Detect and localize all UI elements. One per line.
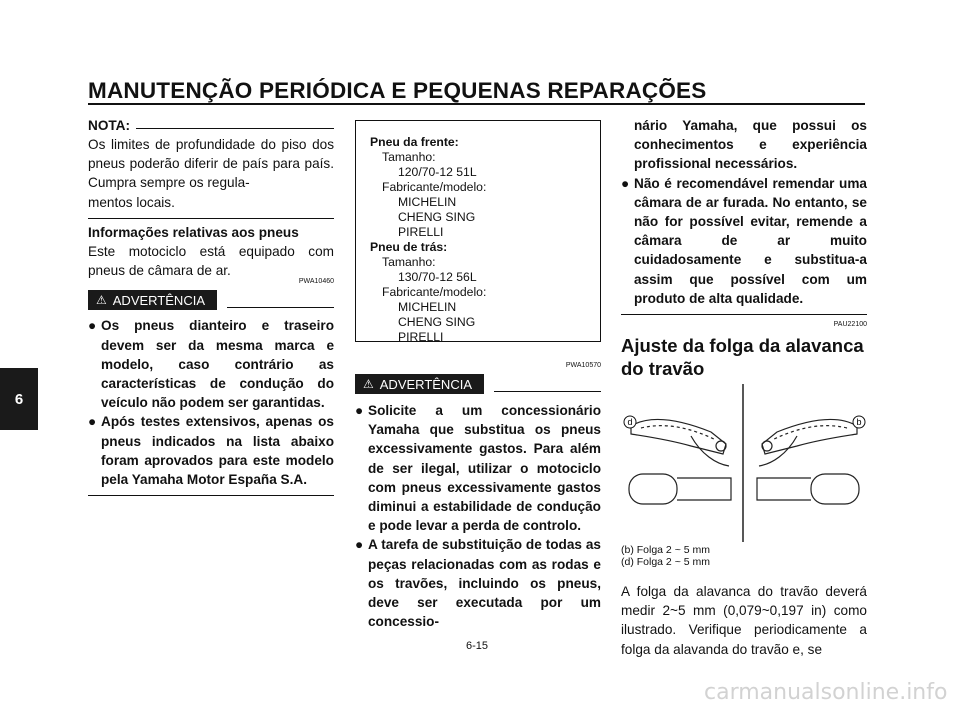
rear-maker: MICHELIN bbox=[398, 300, 457, 314]
note-text: Os limites de profundidade do piso dos pneus poderão diferir de país para país. Cumpra sempre os regula- mentos locais. bbox=[88, 137, 334, 210]
section-title: Ajuste da folga da alavanca do travão bbox=[621, 335, 864, 380]
title-rule bbox=[88, 103, 865, 105]
warning-triangle-icon: ⚠ bbox=[96, 293, 107, 308]
warning-triangle-icon: ⚠ bbox=[363, 377, 374, 391]
watermark: carmanualsonline.info bbox=[704, 680, 948, 705]
warning-label: ADVERTÊNCIA bbox=[112, 292, 205, 308]
rear-maker: CHENG SING bbox=[398, 315, 476, 329]
warning-bullet: ● Não é recomendável remendar uma câmara de ar furada. No entanto, se não for possível evitar, remende a câmara de ar muito cuidadosamente e substitua-a assim que possível com um produto de alta qualidade. bbox=[621, 175, 867, 306]
note-label: NOTA: bbox=[88, 118, 131, 133]
note-heading bbox=[88, 116, 334, 135]
warning-continuation: nário Yamaha, que possui os conhecimentos e experiência profissional necessários. bbox=[634, 118, 867, 172]
warning-bullet: ● Após testes extensivos, apenas os pneus indicados na lista abaixo foram aprovados para este modelo pela Yamaha Motor España S.A. bbox=[88, 414, 334, 488]
body-text: A folga da alavanca do travão deverá medir 2~5 mm (0,079~0,197 in) como ilustrado. Verifique periodicamente a folga da alavanda do travão e, se bbox=[621, 584, 867, 657]
caption-b: (b) Folga 2 ~ 5 mm bbox=[621, 544, 710, 557]
figure-label-d: d bbox=[627, 417, 633, 428]
divider bbox=[88, 218, 334, 219]
rear-size: 130/70-12 56L bbox=[398, 270, 477, 284]
front-size: 120/70-12 51L bbox=[398, 165, 477, 179]
rear-size-label: Tamanho: bbox=[382, 255, 436, 269]
page-number: 6-15 bbox=[466, 640, 489, 652]
warning-banner bbox=[355, 372, 601, 394]
rear-tire-label: Pneu de trás: bbox=[370, 240, 448, 254]
rear-maker-label: Fabricante/modelo: bbox=[382, 285, 487, 299]
front-size-label: Tamanho: bbox=[382, 150, 436, 164]
front-maker: CHENG SING bbox=[398, 210, 476, 224]
chapter-tab: 6 bbox=[0, 368, 38, 430]
front-tire-label: Pneu da frente: bbox=[370, 135, 459, 149]
warning-bullet: ● A tarefa de substituição de todas as peças relacionadas com as rodas e os travões, incluindo os pneus, deve ser executada por um concessio- bbox=[355, 537, 601, 630]
front-maker-label: Fabricante/modelo: bbox=[382, 180, 487, 194]
front-maker: PIRELLI bbox=[398, 225, 444, 239]
figure-label-b: b bbox=[856, 417, 862, 428]
rear-maker: PIRELLI bbox=[398, 330, 444, 344]
brake-lever-figure bbox=[621, 384, 867, 544]
warning-code: PWA10570 bbox=[565, 362, 601, 369]
caption-d: (d) Folga 2 ~ 5 mm bbox=[621, 556, 710, 569]
warning-bullet: ● Os pneus dianteiro e traseiro devem ser da mesma marca e modelo, caso contrário as características de condução do veículo não podem ser garantidas. bbox=[88, 318, 334, 411]
column-3 bbox=[621, 116, 867, 659]
warning-end-rule bbox=[621, 314, 867, 315]
tire-spec-box bbox=[355, 120, 601, 342]
warning-end-rule bbox=[88, 495, 334, 496]
front-maker: MICHELIN bbox=[398, 195, 457, 209]
column-1 bbox=[88, 116, 334, 496]
info-text: Este motociclo está equipado com pneus de câmara de ar. bbox=[88, 244, 334, 279]
info-heading: Informações relativas aos pneus bbox=[88, 224, 299, 240]
warning-label: ADVERTÊNCIA bbox=[379, 376, 472, 392]
page-title: MANUTENÇÃO PERIÓDICA E PEQUENAS REPARAÇÕES bbox=[88, 78, 707, 103]
warning-bullet: ● Solicite a um concessionário Yamaha que substitua os pneus excessivamente gastos. Para além de ser ilegal, utilizar o motociclo com pneus excessivamente gastos diminui a estabilidade de condução e pode levar a perda de controlo. bbox=[355, 403, 601, 534]
section-code: PAU22100 bbox=[833, 321, 867, 329]
warning-code: PWA10460 bbox=[298, 278, 334, 286]
warning-banner bbox=[88, 288, 334, 310]
column-2 bbox=[355, 120, 601, 631]
